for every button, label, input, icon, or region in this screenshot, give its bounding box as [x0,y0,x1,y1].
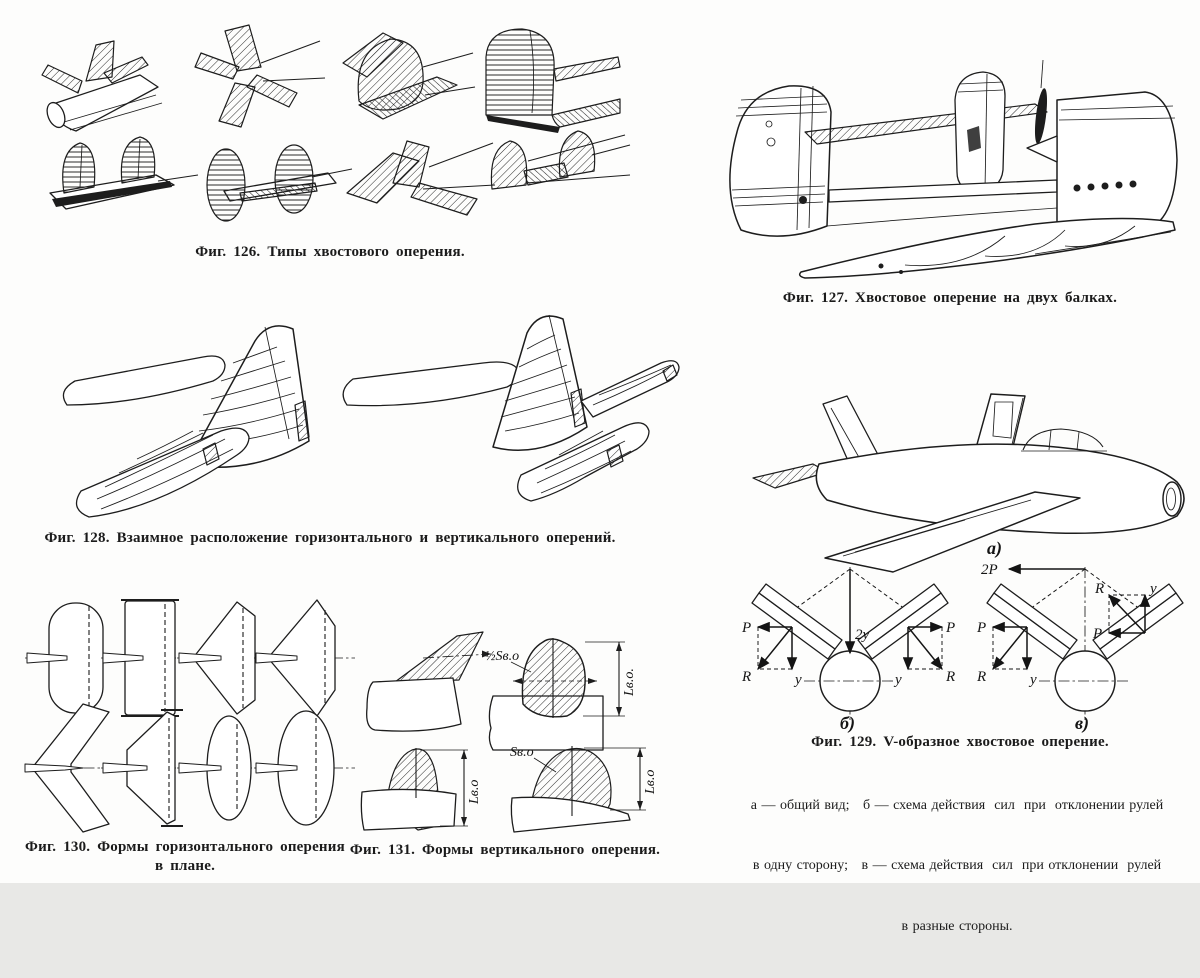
force-2p-label: 2P [981,562,998,578]
tail-type-1 [42,41,162,131]
tail-type-6 [207,145,352,221]
force-r-label: R [1095,581,1105,597]
fig130-drawing [25,596,355,831]
fin-wide [510,745,658,832]
view-b-label: б) [840,713,855,733]
fig129-legend-line1: а — общий вид; б — схема действия сил при отклонении рулей [750,797,1164,813]
force-2y-label: 2у [855,627,870,643]
diagram-v [976,562,1183,734]
half-s-label: ½Sв.о [485,649,520,664]
force-y-label: у [795,672,802,688]
fig127-drawing [705,40,1185,282]
force-r-label: R [977,669,987,685]
tail-type-7 [347,141,495,215]
planform-row-2 [25,704,355,832]
tail-type-3 [343,33,475,119]
fin-rounded [485,638,637,750]
view-a-label: а) [987,538,1002,558]
force-r-label: R [946,669,956,685]
fig126-caption: Фиг. 126. Типы хвостового оперения. [195,244,465,260]
fig129a-drawing [735,380,1200,562]
tail-type-4 [486,29,620,133]
planform-row-1 [25,600,355,716]
l-vo-right-label: Lв.о [643,769,658,794]
fig130-caption [10,838,360,876]
force-p-label: P [1093,626,1103,642]
v-tail-aircraft [753,394,1184,572]
tail-type-8 [491,131,630,189]
fig129-legend-line2: в одну сторону; в — схема действия сил при отклонении рулей [752,858,1162,874]
l-vo-top-label: Lв.о. [622,668,637,696]
fig130-caption-line1: Фиг. 130. Формы горизонтального оперения [25,839,345,855]
s-vo-label: Sв.о [510,745,534,760]
force-p-label: P [946,620,956,636]
force-y-label: у [1030,672,1037,688]
fig127-caption: Фиг. 127. Хвостовое оперение на двух балках. [782,290,1118,306]
fig129-caption: Фиг. 129. V-образное хвостовое оперение. [811,734,1109,750]
fin-swept [367,632,491,731]
tail-unit-right [343,315,679,501]
tail-type-5 [50,137,198,209]
diagram-b [741,567,955,734]
force-p-label: P [742,620,752,636]
force-y-label: у [895,672,902,688]
fig131-caption: Фиг. 131. Формы вертикального оперения. [349,842,661,858]
fig126-drawing [30,15,630,237]
l-vo-left-label: Lв.о [467,779,482,804]
tail-type-2 [195,25,325,127]
force-r-label: R [742,669,752,685]
fin-tall [361,748,482,830]
fig129-legend [722,755,1192,978]
fig131-drawing [360,620,665,832]
tail-unit-left [63,326,309,517]
fig129-legend-line3: в разные стороны. [901,919,1013,935]
force-y-label: у [1150,581,1157,597]
fig128-caption: Фиг. 128. Взаимное расположение горизонтального и вертикального оперений. [44,530,616,546]
force-p-label: P [977,620,987,636]
view-v-label: в) [1075,713,1090,733]
fig129bv-drawing [730,553,1200,735]
fig130-caption-line2: в плане. [154,857,216,874]
fig128-drawing [45,305,625,517]
twin-boom-aircraft [730,60,1177,278]
